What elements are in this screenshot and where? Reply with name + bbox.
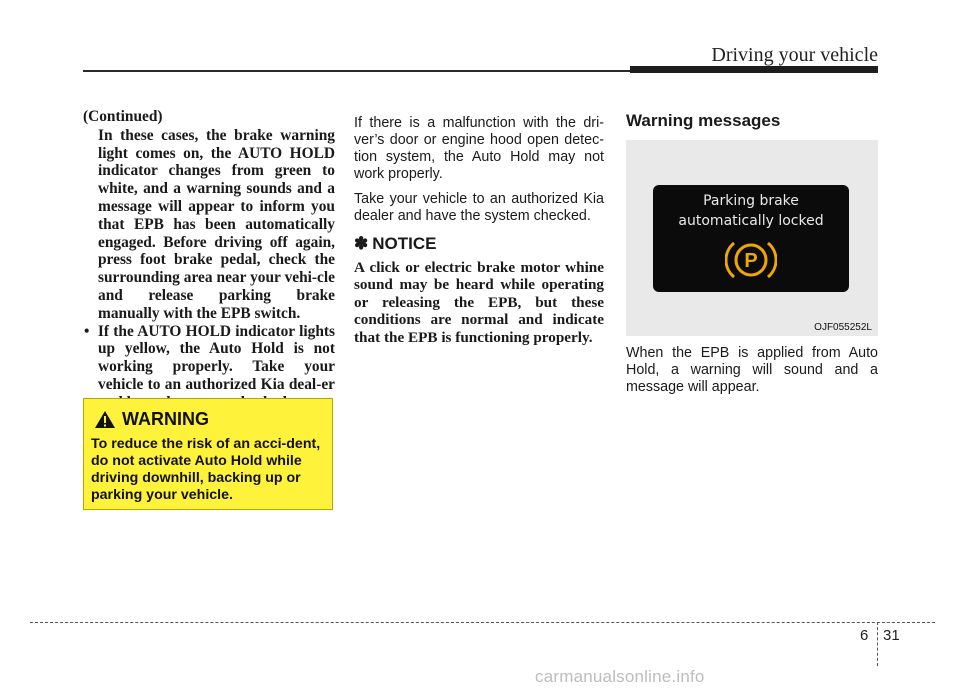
figure-code: OJF055252L: [814, 322, 872, 333]
warning-title: WARNING: [122, 409, 209, 429]
notice-star-icon: ✽: [354, 234, 369, 253]
footer-divider: [877, 622, 878, 666]
warning-text: To reduce the risk of an acci-dent, do not activate Auto Hold while driving downhill, backing up or parking your vehicle.: [91, 436, 321, 503]
display-line-1: Parking brake: [703, 193, 799, 209]
running-header: Driving your vehicle: [711, 44, 878, 66]
warning-header: [94, 409, 209, 430]
warning-triangle-icon: [94, 410, 116, 429]
notice-text: A click or electric brake motor whine sound may be heard while operating or releasing the EPB, but these conditions are normal and indicate that the EPB is functioning properly.: [354, 259, 604, 346]
footer-rule: [30, 622, 935, 623]
display-line-2: automatically locked: [678, 213, 824, 229]
continued-label: (Continued): [83, 108, 163, 125]
epb-paragraph: In these cases, the brake warning light comes on, the AUTO HOLD indicator changes from green to white, and a warning sounds and a message will appear to inform you that EPB has been automatically engaged. Before driving off again, press foot brake pedal, check the surrounding area near your vehi-cle and release parking brake manually with the EPB switch.: [98, 126, 335, 322]
cluster-display: [653, 185, 849, 292]
warning-box: [83, 398, 333, 510]
cluster-figure: [626, 140, 878, 336]
notice-heading: [354, 234, 436, 254]
header-rule-accent: [630, 66, 878, 73]
page-number: 31: [883, 627, 900, 644]
bullet-text: If the AUTO HOLD indicator lights up yellow, the Auto Hold is not working properly. Take your vehicle to an authorized Kia deal-er: [97, 322, 335, 393]
malfunction-paragraph: If there is a malfunction with the dri-ver’s door or engine hood open detec-tion system, the Auto Hold may not work properly.: [354, 115, 604, 182]
section-number: 6: [860, 627, 869, 644]
section-title: Warning messages: [626, 111, 781, 130]
dealer-paragraph: Take your vehicle to an authorized Kia dealer and have the system checked.: [354, 191, 604, 224]
notice-title: NOTICE: [372, 234, 437, 253]
column-middle: [354, 115, 604, 233]
parking-icon-letter: P: [744, 250, 758, 272]
bullet-mark: •: [84, 322, 90, 340]
column-left: [83, 108, 335, 412]
epb-warning-paragraph: When the EPB is applied from Auto Hold, a warning will sound and a message will appear.: [626, 345, 878, 395]
display-message: [653, 191, 849, 231]
watermark: carmanualsonline.info: [535, 667, 705, 686]
parking-brake-icon: [725, 238, 777, 282]
